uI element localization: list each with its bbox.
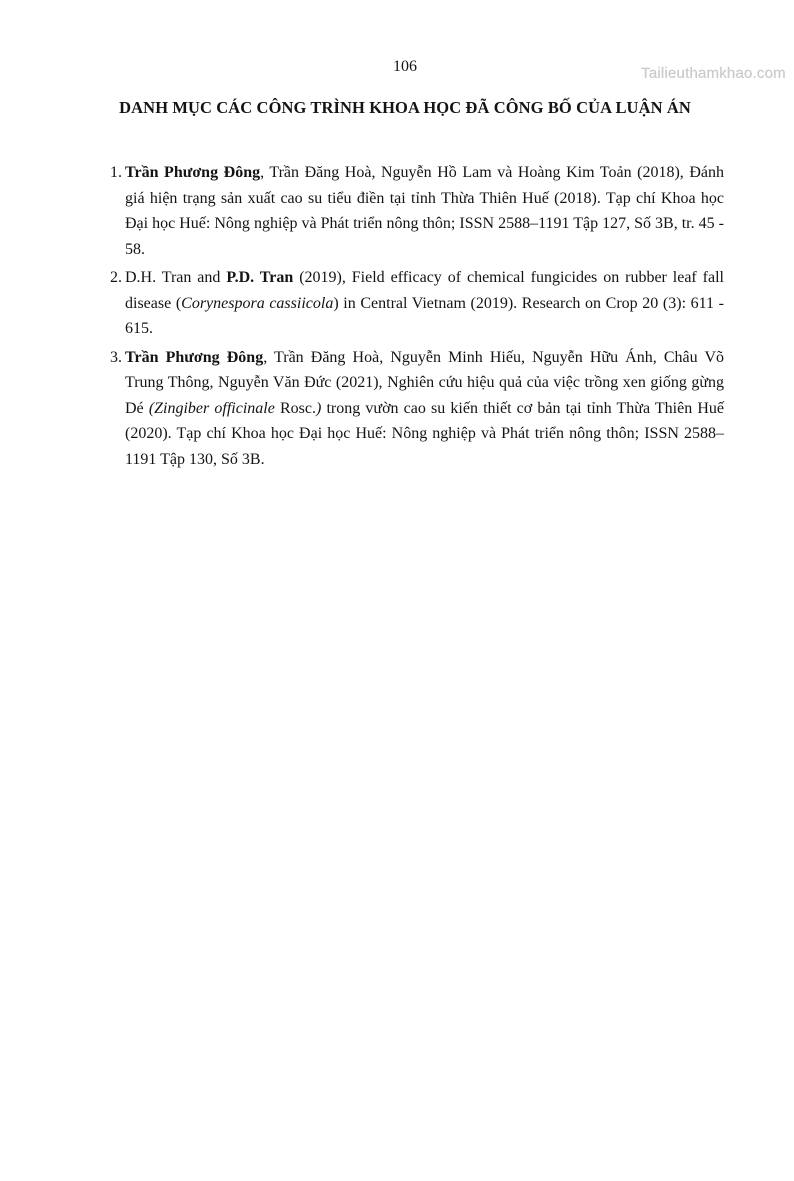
reference-item	[110, 345, 724, 473]
reference-list	[110, 160, 724, 472]
reference-text-run: Rosc.	[274, 399, 316, 417]
reference-item	[110, 160, 724, 262]
reference-text-run: )	[316, 399, 322, 417]
reference-text-run: (Zingiber officinale	[148, 399, 275, 417]
reference-number: 3.	[110, 348, 122, 366]
reference-text-run: , Trần Đăng Hoà, Nguyễn Hồ Lam và Hoàng Kim Toản (2018), Đánh giá hiện trạng sản xuất cao su tiểu điền tại tỉnh Thừa Thiên Huế (2018). Tạp chí Khoa học Đại học Huế: Nông nghiệp và Phát triển nông thôn; ISSN 2588–1191 Tập 127, Số 3B, tr. 45 - 58.	[125, 164, 724, 258]
reference-text-run: ) in Central Vietnam (2019). Research on Crop 20 (3): 611 - 615.	[125, 294, 724, 337]
reference-text-run: Corynespora cassiicola	[181, 294, 334, 312]
reference-text-run: Trần Phương Đông	[125, 348, 264, 366]
reference-text-run: , Trần Đăng Hoà, Nguyễn Minh Hiếu, Nguyễn Hữu Ánh, Châu Võ Trung Thông, Nguyễn Văn Đức (2021), Nghiên cứu hiệu quả của việc trồng xen giống gừng Dé	[125, 348, 725, 417]
document-page	[0, 58, 794, 472]
watermark: Tailieuthamkhao.com	[641, 65, 786, 82]
reference-text	[125, 164, 724, 258]
reference-number: 2.	[110, 269, 122, 286]
reference-text	[125, 269, 724, 337]
page-header	[96, 58, 714, 117]
reference-text-run: trong vườn cao su kiến thiết cơ bản tại tỉnh Thừa Thiên Huế (2020). Tạp chí Khoa học Đại học Huế: Nông nghiệp và Phát triển nông thôn; ISSN 2588–1191 Tập 130, Số 3B.	[125, 399, 725, 468]
page-title: DANH MỤC CÁC CÔNG TRÌNH KHOA HỌC ĐÃ CÔNG BỐ CỦA LUẬN ÁN	[119, 98, 691, 117]
reference-text	[125, 349, 724, 468]
reference-text-run: Trần Phương Đông	[125, 164, 261, 181]
reference-number: 1.	[110, 164, 122, 181]
reference-text-run: D.H. Tran and	[125, 269, 227, 286]
reference-text-run: P.D. Tran	[226, 269, 294, 286]
page-number: 106	[393, 58, 417, 75]
reference-item	[110, 265, 724, 342]
reference-text-run: (2019), Field efficacy of chemical fungicides on rubber leaf fall disease (	[125, 269, 724, 312]
